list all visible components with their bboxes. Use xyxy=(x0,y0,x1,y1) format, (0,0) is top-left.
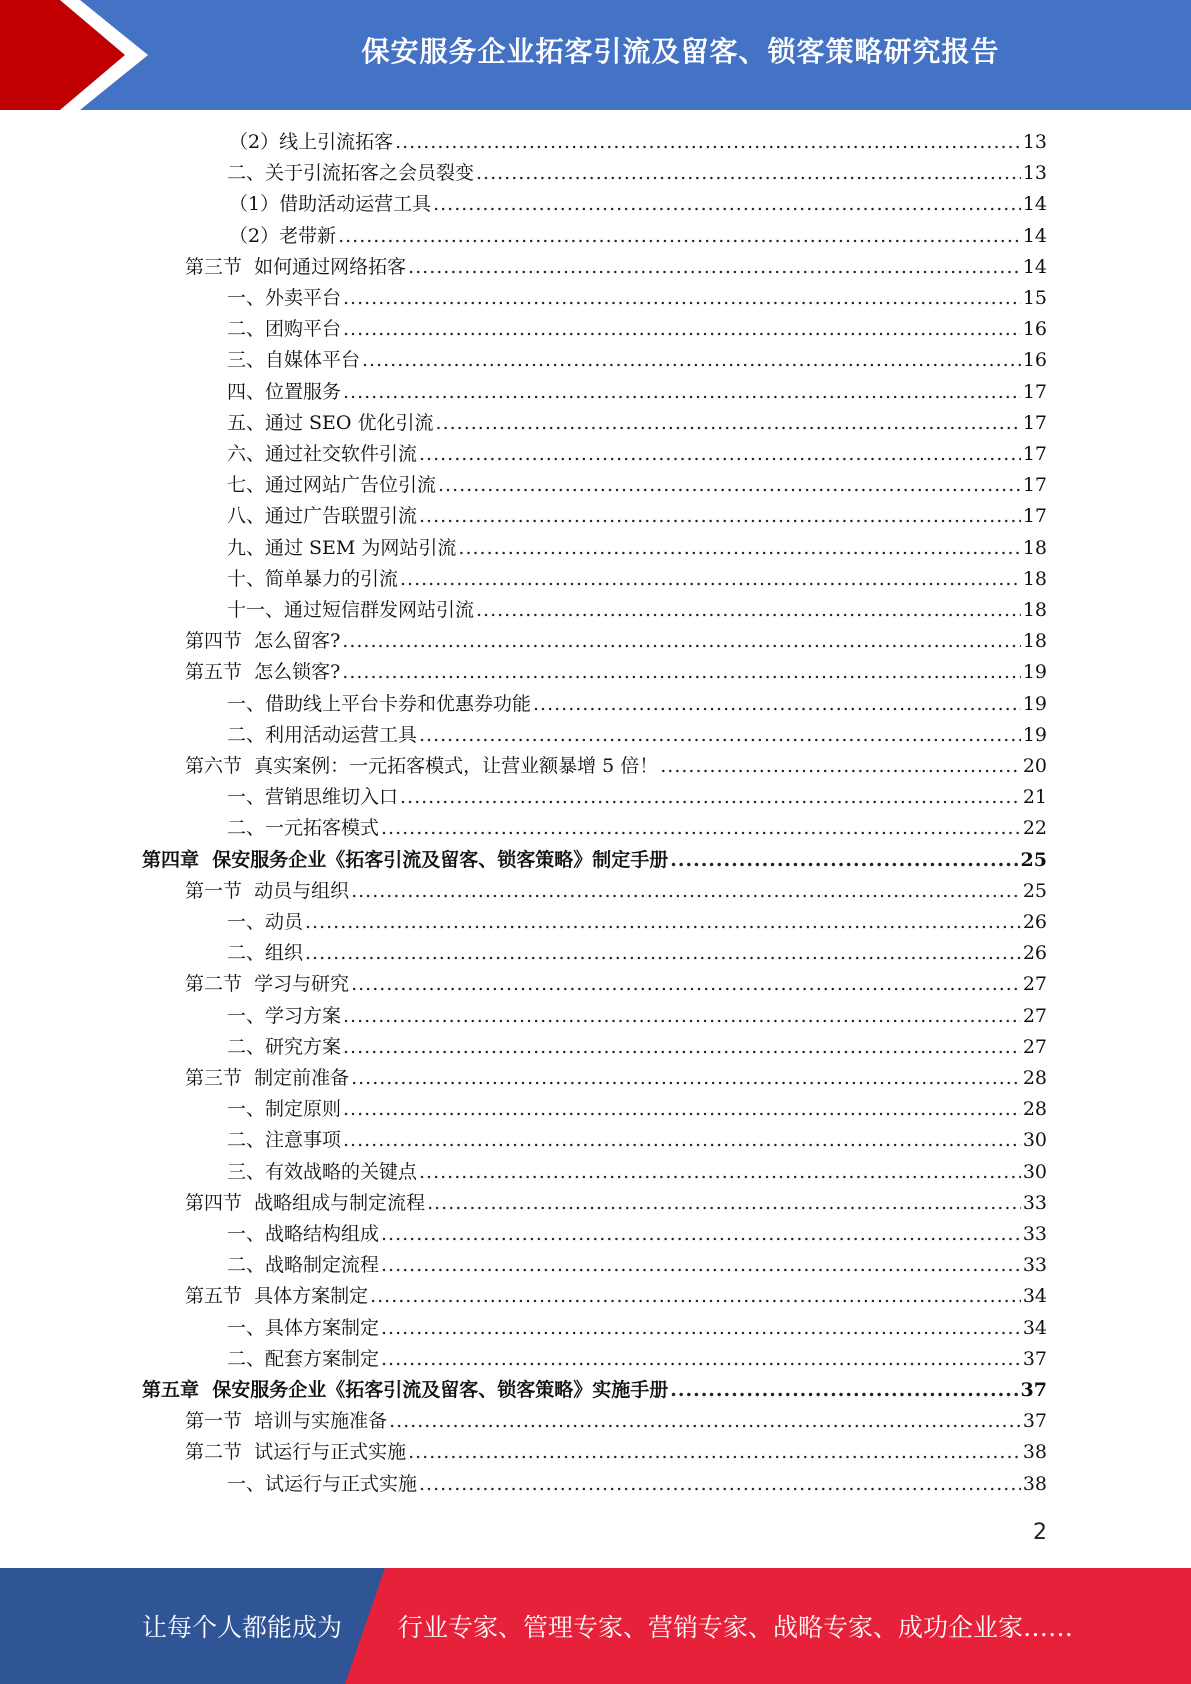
toc-entry-page: 19 xyxy=(1022,661,1047,684)
toc-entry[interactable] xyxy=(185,252,1047,283)
toc-entry[interactable] xyxy=(185,1063,1047,1094)
toc-entry-page: 26 xyxy=(1022,911,1047,933)
toc-entry-page: 16 xyxy=(1022,349,1047,372)
toc-entry[interactable] xyxy=(227,377,1047,408)
toc-entry-page: 28 xyxy=(1022,1098,1047,1121)
toc-dot-leader xyxy=(343,1001,1021,1032)
toc-entry-page: 21 xyxy=(1022,786,1047,809)
toc-entry-label: 三、有效战略的关键点 xyxy=(227,1160,418,1183)
toc-entry-label: 二、组织 xyxy=(227,942,304,965)
toc-entry[interactable] xyxy=(185,876,1047,907)
toc-entry-label: 第三节 制定前准备 xyxy=(185,1067,350,1089)
toc-entry[interactable] xyxy=(185,969,1047,1000)
toc-entry-label: 十、简单暴力的引流 xyxy=(227,567,399,590)
toc-entry-label: 第四节 战略组成与制定流程 xyxy=(185,1191,426,1214)
toc-entry-label: 一、学习方案 xyxy=(227,1004,342,1027)
toc-entry-label: 八、通过广告联盟引流 xyxy=(227,505,418,528)
toc-dot-leader xyxy=(427,1188,1021,1219)
toc-dot-leader xyxy=(338,221,1021,252)
toc-entry-page: 13 xyxy=(1022,162,1047,185)
toc-entry[interactable] xyxy=(227,1250,1047,1281)
toc-dot-leader xyxy=(343,1032,1021,1063)
toc-dot-leader xyxy=(458,533,1020,564)
toc-entry-label: （1）借助活动运营工具 xyxy=(229,193,432,216)
toc-entry-page: 33 xyxy=(1022,1191,1047,1214)
page-header xyxy=(0,0,1191,110)
toc-entry-page: 38 xyxy=(1022,1472,1047,1495)
toc-entry-label: 一、具体方案制定 xyxy=(227,1316,380,1339)
toc-entry-label: 十一、通过短信群发网站引流 xyxy=(227,599,475,621)
toc-entry-label: 一、外卖平台 xyxy=(227,287,342,309)
toc-entry-page: 33 xyxy=(1022,1223,1047,1245)
toc-dot-leader xyxy=(660,751,1021,782)
toc-entry-label: 二、配套方案制定 xyxy=(227,1347,380,1370)
toc-entry-page: 34 xyxy=(1022,1316,1047,1339)
toc-entry-page: 30 xyxy=(1022,1160,1047,1183)
toc-entry-label: 二、战略制定流程 xyxy=(227,1254,380,1277)
toc-entry[interactable] xyxy=(227,813,1047,844)
toc-entry-label: 一、动员 xyxy=(227,911,304,933)
toc-entry-label: 一、借助线上平台卡券和优惠券功能 xyxy=(227,692,532,715)
toc-entry-label: 第二节 学习与研究 xyxy=(185,973,350,996)
toc-entry[interactable] xyxy=(227,1094,1047,1125)
toc-entry[interactable] xyxy=(229,221,1047,252)
toc-entry-page: 17 xyxy=(1022,443,1047,465)
toc-entry-page: 17 xyxy=(1022,474,1047,497)
toc-dot-leader xyxy=(343,1125,1021,1156)
toc-dot-leader xyxy=(343,377,1021,408)
toc-entry[interactable] xyxy=(227,1125,1047,1156)
toc-entry[interactable] xyxy=(229,189,1047,220)
toc-entry-page: 19 xyxy=(1022,692,1047,715)
toc-dot-leader xyxy=(395,127,1021,158)
toc-entry-page: 17 xyxy=(1022,380,1047,403)
toc-entry[interactable] xyxy=(227,1344,1047,1375)
toc-dot-leader xyxy=(351,1063,1021,1094)
toc-entry[interactable] xyxy=(229,127,1047,158)
toc-entry-page: 38 xyxy=(1022,1441,1047,1464)
toc-entry-page: 27 xyxy=(1022,1004,1047,1027)
toc-entry[interactable] xyxy=(227,533,1047,564)
toc-entry-page: 34 xyxy=(1022,1285,1047,1308)
toc-entry-label: 一、战略结构组成 xyxy=(227,1223,380,1245)
toc-entry[interactable] xyxy=(185,626,1047,657)
toc-entry[interactable] xyxy=(227,158,1047,189)
toc-entry-page: 18 xyxy=(1022,536,1047,559)
toc-dot-leader xyxy=(305,938,1021,969)
toc-entry-label: 第五章 保安服务企业《拓客引流及留客、锁客策略》实施手册 xyxy=(142,1379,669,1401)
page-footer xyxy=(0,1568,1191,1684)
toc-dot-leader xyxy=(381,1313,1021,1344)
toc-entry[interactable] xyxy=(227,408,1047,439)
toc-entry-label: 二、注意事项 xyxy=(227,1129,342,1152)
toc-entry[interactable] xyxy=(185,751,1047,782)
toc-entry[interactable] xyxy=(185,1406,1047,1437)
toc-entry-page: 22 xyxy=(1022,817,1047,840)
toc-entry-label: 第三节 如何通过网络拓客 xyxy=(185,255,407,278)
toc-entry-page: 27 xyxy=(1022,973,1047,996)
toc-entry[interactable] xyxy=(227,782,1047,813)
toc-entry-page: 15 xyxy=(1022,287,1047,309)
toc-dot-leader xyxy=(381,1219,1021,1250)
toc-entry-page: 14 xyxy=(1022,193,1047,216)
toc-entry[interactable] xyxy=(185,1281,1047,1312)
toc-entry-label: 五、通过 SEO 优化引流 xyxy=(227,411,434,434)
toc-entry-page: 25 xyxy=(1022,879,1047,902)
toc-entry[interactable] xyxy=(227,1001,1047,1032)
toc-entry-page: 18 xyxy=(1022,599,1047,621)
toc-entry[interactable] xyxy=(227,1469,1047,1500)
toc-dot-leader xyxy=(533,689,1021,720)
page-number: 2 xyxy=(1033,1520,1047,1545)
toc-dot-leader xyxy=(408,1437,1021,1468)
toc-entry-label: （2）老带新 xyxy=(229,224,337,247)
toc-dot-leader xyxy=(381,813,1021,844)
toc-entry-label: 七、通过网站广告位引流 xyxy=(227,474,437,497)
toc-entry[interactable] xyxy=(227,283,1047,314)
toc-entry[interactable] xyxy=(227,595,1047,626)
toc-dot-leader xyxy=(419,720,1021,751)
toc-entry-page: 14 xyxy=(1022,255,1047,278)
document-title: 保安服务企业拓客引流及留客、锁客策略研究报告 xyxy=(361,35,1000,68)
toc-entry-label: 第二节 试运行与正式实施 xyxy=(185,1441,407,1464)
toc-entry[interactable] xyxy=(185,1437,1047,1468)
toc-dot-leader xyxy=(343,314,1021,345)
toc-dot-leader xyxy=(305,907,1021,938)
toc-entry-label: 第一节 培训与实施准备 xyxy=(185,1410,388,1433)
toc-dot-leader xyxy=(400,782,1021,813)
toc-entry-label: 一、试运行与正式实施 xyxy=(227,1472,418,1495)
toc-entry[interactable] xyxy=(227,907,1047,938)
toc-dot-leader xyxy=(419,439,1021,470)
toc-entry-page: 26 xyxy=(1022,942,1047,965)
toc-entry-label: 第五节 怎么锁客? xyxy=(185,661,341,684)
toc-entry-label: 第四章 保安服务企业《拓客引流及留客、锁客策略》制定手册 xyxy=(142,848,669,871)
toc-dot-leader xyxy=(351,969,1021,1000)
toc-entry-page: 17 xyxy=(1022,505,1047,528)
toc-dot-leader xyxy=(419,501,1021,532)
toc-entry[interactable] xyxy=(227,1313,1047,1344)
toc-entry[interactable] xyxy=(227,345,1047,376)
toc-dot-leader xyxy=(342,626,1021,657)
toc-entry-label: 九、通过 SEM 为网站引流 xyxy=(227,536,457,559)
toc-dot-leader xyxy=(433,189,1021,220)
toc-dot-leader xyxy=(342,657,1021,688)
toc-entry-label: 第六节 真实案例：一元拓客模式，让营业额暴增 5 倍！ xyxy=(185,755,659,777)
toc-entry-page: 37 xyxy=(1022,1347,1047,1370)
toc-dot-leader xyxy=(419,1157,1021,1188)
toc-entry-page: 14 xyxy=(1022,224,1047,247)
toc-entry-page: 28 xyxy=(1022,1067,1047,1089)
toc-dot-leader xyxy=(381,1344,1021,1375)
toc-entry-label: 一、营销思维切入口 xyxy=(227,786,399,809)
toc-entry-page: 30 xyxy=(1022,1129,1047,1152)
toc-dot-leader xyxy=(351,876,1021,907)
toc-entry-page: 27 xyxy=(1022,1035,1047,1058)
toc-entry-label: 第四节 怎么留客? xyxy=(185,630,341,653)
toc-entry[interactable] xyxy=(227,314,1047,345)
toc-dot-leader xyxy=(343,283,1021,314)
toc-entry-page: 25 xyxy=(1020,848,1047,871)
toc-entry[interactable] xyxy=(227,689,1047,720)
toc-entry-label: 二、关于引流拓客之会员裂变 xyxy=(227,162,475,185)
toc-entry[interactable] xyxy=(227,501,1047,532)
toc-dot-leader xyxy=(476,158,1021,189)
toc-entry-page: 17 xyxy=(1022,411,1047,434)
toc-entry[interactable] xyxy=(185,1188,1047,1219)
toc-entry[interactable] xyxy=(227,1219,1047,1250)
toc-entry[interactable] xyxy=(142,845,1047,876)
toc-dot-leader xyxy=(370,1281,1021,1312)
toc-dot-leader xyxy=(400,564,1021,595)
toc-entry-page: 37 xyxy=(1020,1379,1047,1401)
toc-entry[interactable] xyxy=(227,439,1047,470)
footer-slogan-right: 行业专家、管理专家、营销专家、战略专家、成功企业家…… xyxy=(398,1613,1074,1642)
toc-entry-label: 二、一元拓客模式 xyxy=(227,817,380,840)
toc-entry-page: 20 xyxy=(1022,755,1047,777)
toc-dot-leader xyxy=(438,470,1021,501)
toc-entry-label: 二、团购平台 xyxy=(227,318,342,341)
toc-entry-label: 四、位置服务 xyxy=(227,380,342,403)
toc-entry-label: 一、制定原则 xyxy=(227,1098,342,1121)
toc-entry[interactable] xyxy=(227,1032,1047,1063)
toc-dot-leader xyxy=(408,252,1021,283)
toc-entry[interactable] xyxy=(142,1375,1047,1406)
toc-dot-leader xyxy=(476,595,1021,626)
toc-entry[interactable] xyxy=(227,720,1047,751)
toc-dot-leader xyxy=(389,1406,1021,1437)
toc-entry[interactable] xyxy=(227,470,1047,501)
toc-entry-label: （2）线上引流拓客 xyxy=(229,131,394,153)
toc-entry-page: 13 xyxy=(1022,131,1047,153)
footer-slogan-left: 让每个人都能成为 xyxy=(142,1613,343,1642)
toc-dot-leader xyxy=(670,1375,1018,1406)
toc-entry-page: 33 xyxy=(1022,1254,1047,1277)
toc-entry-label: 六、通过社交软件引流 xyxy=(227,443,418,465)
toc-entry-label: 二、研究方案 xyxy=(227,1035,342,1058)
toc-dot-leader xyxy=(670,845,1018,876)
toc-entry-page: 19 xyxy=(1022,723,1047,746)
toc-entry-page: 16 xyxy=(1022,318,1047,341)
toc-dot-leader xyxy=(343,1094,1021,1125)
toc-entry-page: 18 xyxy=(1022,630,1047,653)
toc-entry[interactable] xyxy=(185,657,1047,688)
toc-entry-label: 第五节 具体方案制定 xyxy=(185,1285,369,1308)
toc-entry[interactable] xyxy=(227,1157,1047,1188)
toc-entry[interactable] xyxy=(227,938,1047,969)
toc-entry-label: 二、利用活动运营工具 xyxy=(227,723,418,746)
toc-entry-page: 37 xyxy=(1022,1410,1047,1433)
toc-dot-leader xyxy=(381,1250,1021,1281)
toc-dot-leader xyxy=(362,345,1021,376)
toc-entry-page: 18 xyxy=(1022,567,1047,590)
toc-entry[interactable] xyxy=(227,564,1047,595)
toc-dot-leader xyxy=(436,408,1021,439)
toc-dot-leader xyxy=(419,1469,1021,1500)
toc-entry-label: 三、自媒体平台 xyxy=(227,349,361,372)
toc-entry-label: 第一节 动员与组织 xyxy=(185,879,350,902)
